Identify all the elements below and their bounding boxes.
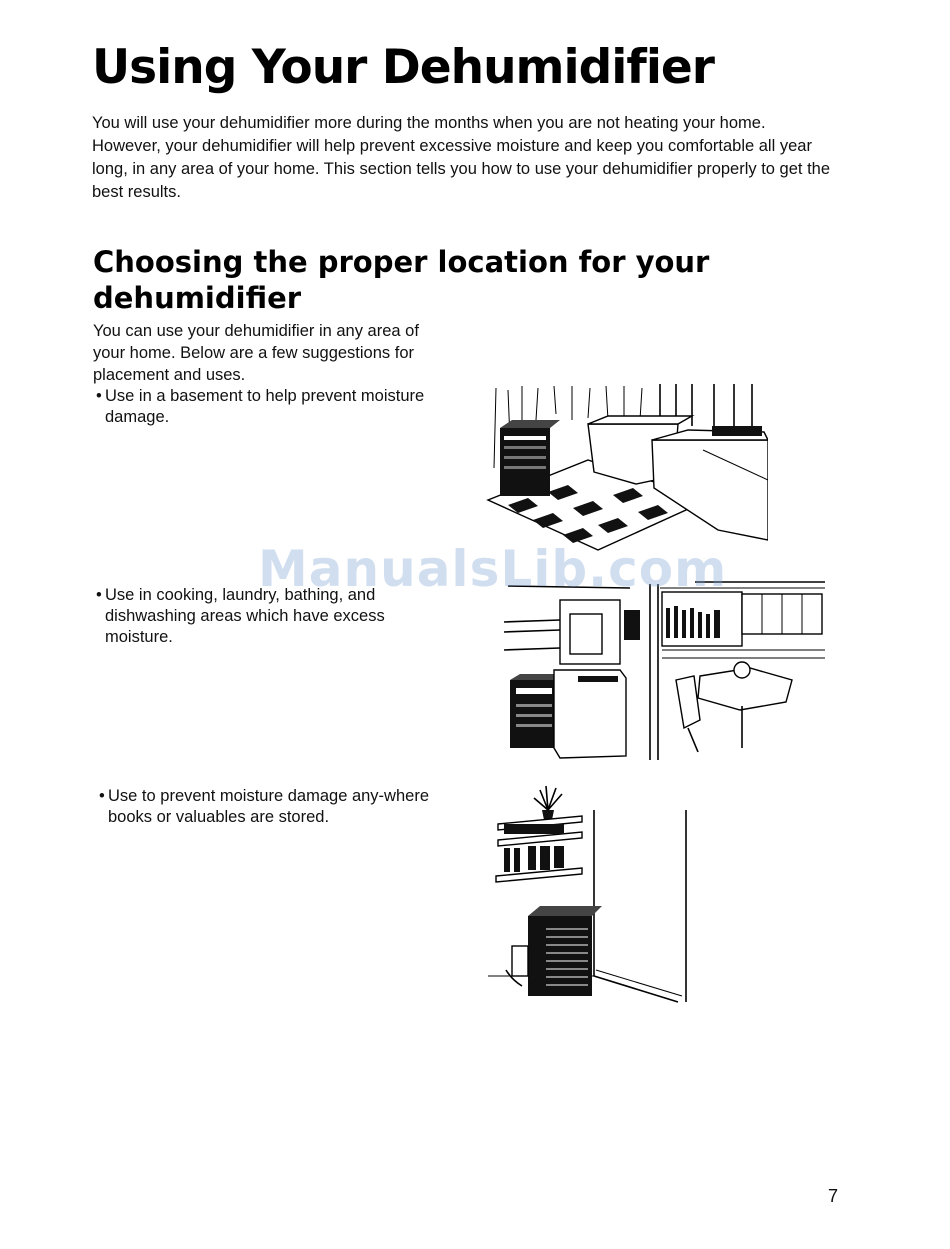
bullet-text: Use in a basement to help prevent moisture damage. bbox=[105, 387, 425, 426]
bullet-wet-areas bbox=[93, 585, 445, 648]
bullet-text: Use in cooking, laundry, bathing, and dishwashing areas which have excess moisture. bbox=[105, 586, 385, 646]
bullet-text: Use to prevent moisture damage any-where books or valuables are stored. bbox=[108, 787, 429, 826]
watermark: ManualsLib.com bbox=[258, 540, 728, 598]
basement-illustration bbox=[478, 380, 768, 552]
bullet-dot: • bbox=[99, 787, 105, 805]
storage-illustration bbox=[482, 780, 702, 1005]
section-heading: Choosing the proper location for your dehumidifier bbox=[93, 245, 710, 315]
bullet-dot: • bbox=[96, 387, 102, 405]
intro-paragraph: You will use your dehumidifier more during the months when you are not heating your home. However, your dehumidifier will help prevent excessive moisture and keep you comfortable all year long, in any area of your home. This section tells you how to use your dehumidifier properly to get the best results. bbox=[92, 114, 831, 201]
kitchen-laundry-illustration bbox=[480, 580, 825, 765]
page-title: Using Your Dehumidifier bbox=[92, 40, 714, 95]
bullet-dot: • bbox=[96, 586, 102, 604]
bullet-storage bbox=[96, 786, 448, 828]
bullet-basement bbox=[93, 386, 445, 428]
section-lead-paragraph: You can use your dehumidifier in any area of your home. Below are a few suggestions for placement and uses. bbox=[93, 322, 419, 384]
page-number: 7 bbox=[828, 1186, 839, 1206]
